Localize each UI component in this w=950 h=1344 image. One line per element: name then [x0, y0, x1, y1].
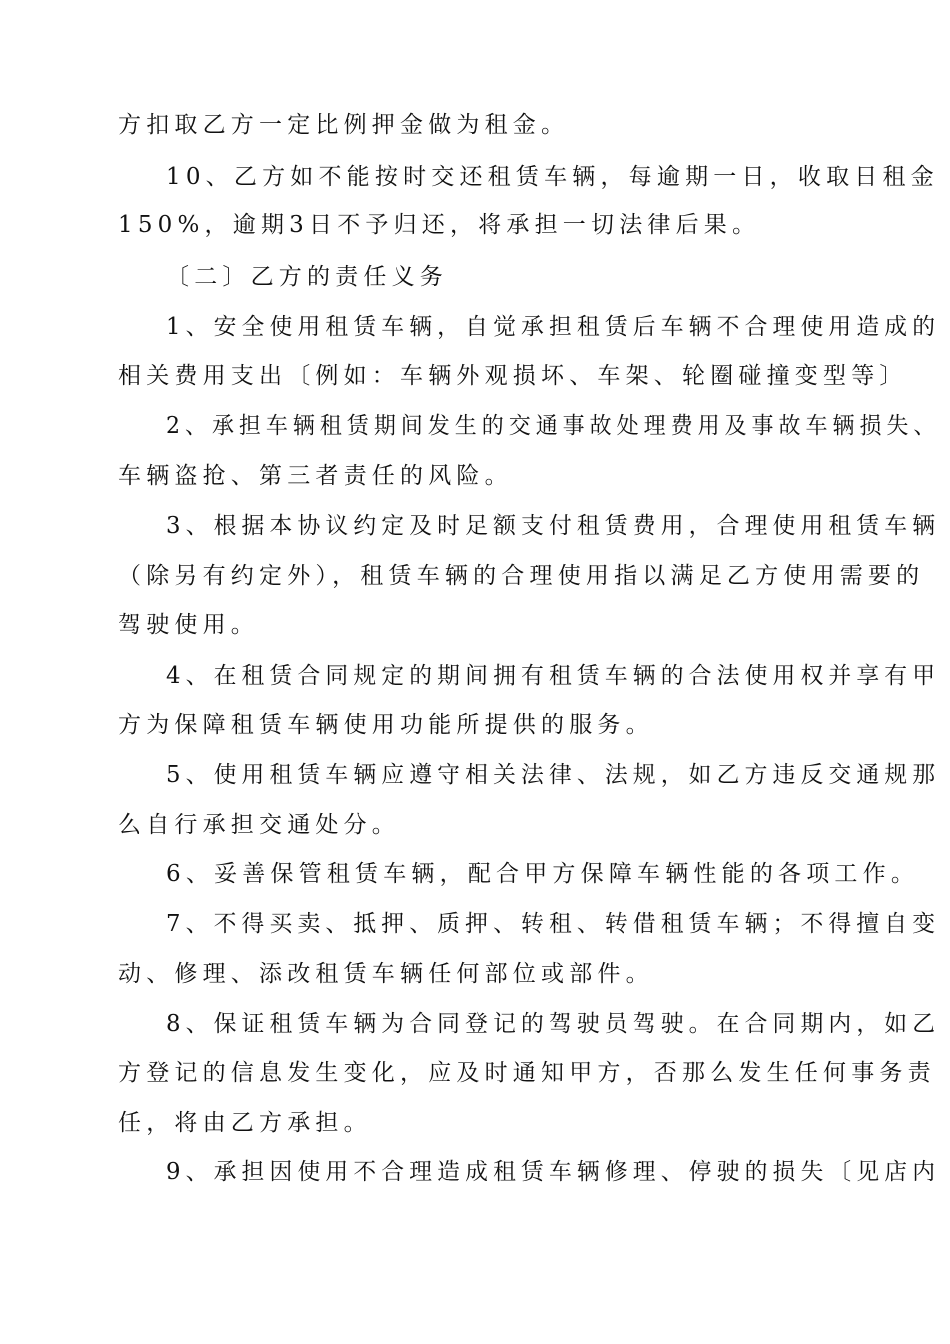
text-line: （除另有约定外），租赁车辆的合理使用指以满足乙方使用需要的 — [118, 563, 925, 589]
text-line: 10、乙方如不能按时交还租赁车辆，每逾期一日，收取日租金 — [166, 164, 939, 190]
text-line: 9、承担因使用不合理造成租赁车辆修理、停驶的损失〔见店内 — [166, 1159, 941, 1185]
text-line: 5、使用租赁车辆应遵守相关法律、法规，如乙方违反交通规那 — [166, 762, 941, 788]
text-line: 6、妥善保管租赁车辆，配合甲方保障车辆性能的各项工作。 — [166, 861, 920, 887]
text-line: 7、不得买卖、抵押、质押、转租、转借租赁车辆；不得擅自变 — [166, 911, 941, 937]
text-line: 150%，逾期3日不予归还，将承担一切法律后果。 — [118, 212, 761, 238]
text-line: 3、根据本协议约定及时足额支付租赁费用，合理使用租赁车辆 — [166, 513, 941, 539]
text-line: 方登记的信息发生变化，应及时通知甲方，否那么发生任何事务责 — [118, 1060, 936, 1086]
text-line: 方为保障租赁车辆使用功能所提供的服务。 — [118, 712, 654, 738]
text-line: 动、修理、添改租赁车辆任何部位或部件。 — [118, 961, 654, 987]
text-line: 任，将由乙方承担。 — [118, 1110, 372, 1136]
text-line: 2、承担车辆租赁期间发生的交通事故处理费用及事故车辆损失、 — [166, 413, 941, 439]
text-line: 驾驶使用。 — [118, 612, 259, 638]
text-line: 4、在租赁合同规定的期间拥有租赁车辆的合法使用权并享有甲 — [166, 663, 941, 689]
text-line: 车辆盗抢、第三者责任的风险。 — [118, 463, 513, 489]
section-heading: 〔二〕乙方的责任义务 — [166, 264, 448, 290]
text-line: 8、保证租赁车辆为合同登记的驾驶员驾驶。在合同期内，如乙 — [166, 1011, 941, 1037]
text-line: 方扣取乙方一定比例押金做为租金。 — [118, 112, 570, 138]
text-line: 1、安全使用租赁车辆，自觉承担租赁后车辆不合理使用造成的 — [166, 314, 941, 340]
text-line: 相关费用支出〔例如：车辆外观损坏、车架、轮圈碰撞变型等〕 — [118, 363, 908, 389]
text-line: 么自行承担交通处分。 — [118, 812, 400, 838]
